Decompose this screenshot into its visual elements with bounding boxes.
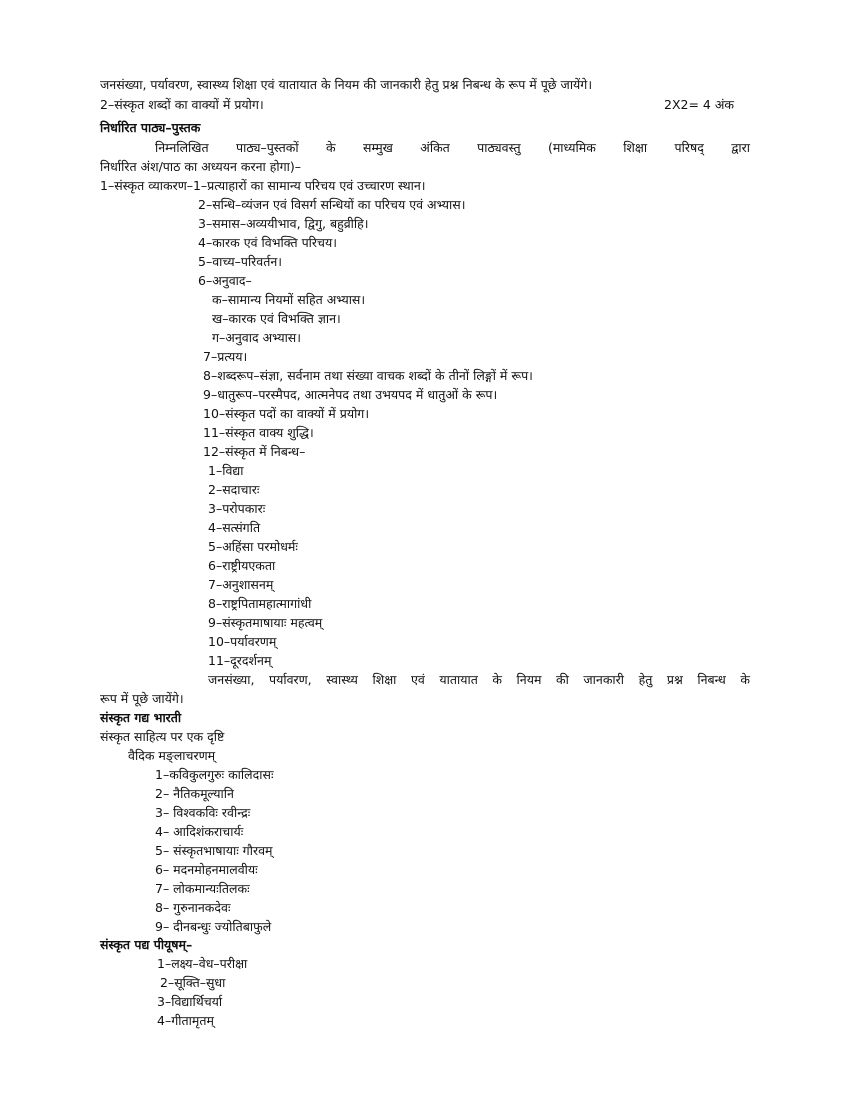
grammar-item: 4–कारक एवं विभक्ति परिचय।: [198, 235, 337, 250]
gadya-item: 9– दीनबन्धुः ज्योतिबाफुले: [155, 919, 272, 934]
gadya-subheading-2: वैदिक मङ्लाचरणम्: [128, 748, 216, 763]
prescribed-para-line-2: निर्धारित अंश/पाठ का अध्ययन करना होगा)–: [100, 159, 301, 174]
padya-item: 3–विद्यार्थिचर्या: [157, 994, 223, 1009]
gadya-item: 5– संस्कृतभाषायाः गौरवम्: [155, 843, 273, 858]
essay-item: 1–विद्या: [208, 463, 244, 478]
padya-heading: संस्कृत पद्य पीयूषम्–: [100, 937, 193, 952]
essay-item: 5–अहिंसा परमोधर्मः: [208, 539, 298, 554]
intro-line-2: 2–संस्कृत शब्दों का वाक्यों में प्रयोग।: [100, 97, 264, 112]
padya-item: 1–लक्ष्य–वेध–परीक्षा: [157, 956, 248, 971]
grammar-item: 7–प्रत्यय।: [203, 349, 248, 364]
anuvad-item: ग–अनुवाद अभ्यास।: [212, 330, 301, 345]
grammar-item: 10–संस्कृत पदों का वाक्यों में प्रयोग।: [203, 406, 370, 421]
padya-item: 2–सूक्ति–सुधा: [160, 975, 226, 990]
marks-label: 2X2= 4 अंक: [664, 97, 734, 112]
essay-item: 6–राष्ट्रीयएकता: [208, 558, 276, 573]
grammar-para-line-1: जनसंख्या, पर्यावरण, स्वास्थ्य शिक्षा एवं यातायात के नियम की जानकारी हेतु प्रश्न निबन्ध के: [208, 672, 750, 687]
essay-item: 8–राष्ट्रपितामहात्मागांधी: [208, 596, 312, 611]
intro-line-1: जनसंख्या, पर्यावरण, स्वास्थ्य शिक्षा एवं यातायात के नियम की जानकारी हेतु प्रश्न निबन्ध के रूप में पूछे जायेंगे।: [100, 77, 593, 92]
grammar-item: 9–धातुरूप–परस्मैपद, आत्मनेपद तथा उभयपद में धातुओं के रूप।: [203, 387, 498, 402]
gadya-item: 6– मदनमोहनमालवीयः: [155, 862, 258, 877]
gadya-subheading: संस्कृत साहित्य पर एक दृष्टि: [100, 729, 225, 744]
grammar-item-1: 1–संस्कृत व्याकरण–1–प्रत्याहारों का सामान्य परिचय एवं उच्चारण स्थान।: [100, 178, 426, 193]
gadya-item: 3– विश्वकविः रवीन्द्रः: [155, 805, 251, 820]
grammar-para-line-2: रूप में पूछे जायेंगे।: [100, 691, 184, 706]
essay-item: 4–सत्संगति: [208, 520, 261, 535]
grammar-item: 6–अनुवाद–: [198, 273, 252, 288]
padya-item: 4–गीतामृतम्: [157, 1013, 214, 1028]
essay-item: 11–दूरदर्शनम्: [208, 653, 272, 668]
prescribed-para-line-1: निम्नलिखित पाठ्य–पुस्तकों के सम्मुख अंकित पाठ्यवस्तु (माध्यमिक शिक्षा परिषद् द्वारा: [155, 140, 750, 155]
prescribed-heading: निर्धारित पाठ्य–पुस्तक: [100, 120, 201, 135]
essay-item: 7–अनुशासनम्: [208, 577, 274, 592]
grammar-item: 2–सन्धि–व्यंजन एवं विसर्ग सन्धियों का परिचय एवं अभ्यास।: [198, 197, 466, 212]
grammar-item: 5–वाच्य–परिवर्तन।: [198, 254, 283, 269]
gadya-heading: संस्कृत गद्य भारती: [100, 710, 182, 725]
essay-item: 10–पर्यावरणम्: [208, 634, 277, 649]
gadya-item: 7– लोकमान्यःतिलकः: [155, 881, 250, 896]
essay-item: 2–सदाचारः: [208, 482, 260, 497]
essay-item: 9–संस्कृतमाषायाः महत्वम्: [208, 615, 323, 630]
grammar-item: 8–शब्दरूप–संज्ञा, सर्वनाम तथा संख्या वाचक शब्दों के तीनों लिङ्गों में रूप।: [203, 368, 533, 383]
anuvad-item: क–सामान्य नियमों सहित अभ्यास।: [212, 292, 366, 307]
gadya-item: 2– नैतिकमूल्यानि: [155, 786, 234, 801]
gadya-item: 8– गुरुनानकदेवः: [155, 900, 231, 915]
anuvad-item: ख–कारक एवं विभक्ति ज्ञान।: [212, 311, 341, 326]
gadya-item: 4– आदिशंकराचार्यः: [155, 824, 244, 839]
gadya-item: 1–कविकुलगुरुः कालिदासः: [155, 767, 274, 782]
grammar-item: 12–संस्कृत में निबन्ध–: [203, 444, 306, 459]
essay-item: 3–परोपकारः: [208, 501, 266, 516]
grammar-item: 11–संस्कृत वाक्य शुद्धि।: [203, 425, 314, 440]
grammar-item: 3–समास–अव्ययीभाव, द्विगु, बहुव्रीहि।: [198, 216, 369, 231]
